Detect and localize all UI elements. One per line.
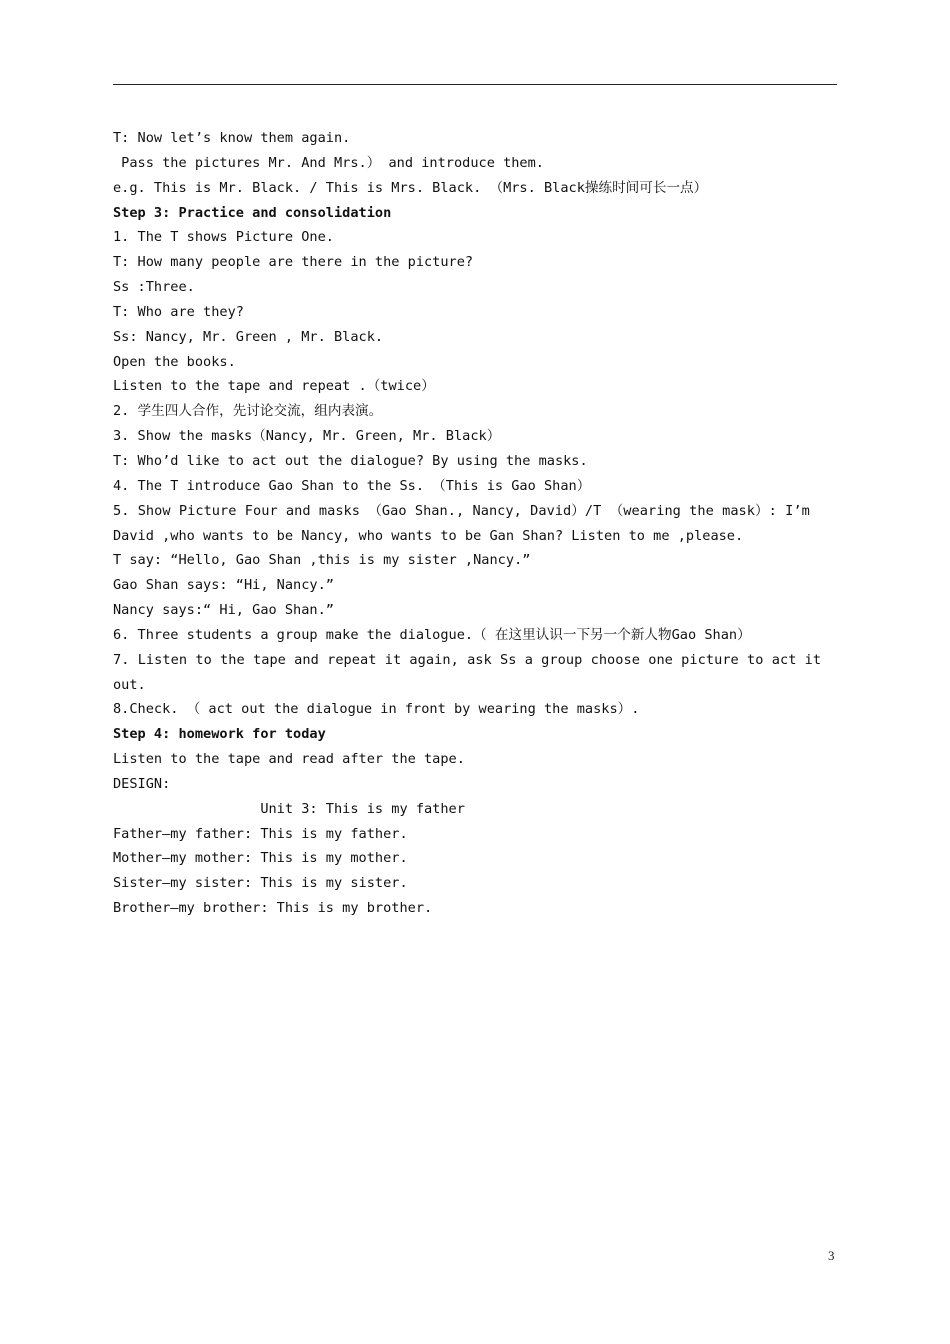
text-line: Nancy says:“ Hi, Gao Shan.” bbox=[113, 602, 334, 619]
text-line: T: Who are they? bbox=[113, 303, 244, 320]
text-line: Brother—my brother: This is my brother. bbox=[113, 900, 433, 917]
text-line: David ,who wants to be Nancy, who wants to be Gan Shan? Listen to me ,please. bbox=[113, 527, 744, 544]
text-line: DESIGN: bbox=[113, 775, 171, 792]
document-body bbox=[113, 126, 839, 921]
text-line: 5. Show Picture Four and masks （Gao Shan., Nancy, David）/T （wearing the mask）: I’m bbox=[113, 502, 810, 519]
text-line: Ss :Three. bbox=[113, 279, 195, 296]
text-line: Ss: Nancy, Mr. Green , Mr. Black. bbox=[113, 328, 384, 345]
text-line: T: Who’d like to act out the dialogue? By using the masks. bbox=[113, 452, 588, 469]
text-line: 4. The T introduce Gao Shan to the Ss. （This is Gao Shan） bbox=[113, 477, 591, 494]
section-heading: Step 4: homework for today bbox=[113, 726, 326, 743]
text-line: T: Now let’s know them again. bbox=[113, 130, 351, 146]
text-line: 3. Show the masks（Nancy, Mr. Green, Mr. Black） bbox=[113, 428, 501, 445]
text-line: 2. 学生四人合作，先讨论交流，组内表演。 bbox=[113, 403, 383, 420]
text-line: Open the books. bbox=[113, 353, 236, 370]
text-line: Listen to the tape and read after the tape. bbox=[113, 751, 465, 768]
text-line: e.g. This is Mr. Black. / This is Mrs. Black. （Mrs. Black操练时间可长一点） bbox=[113, 179, 708, 196]
text-line: 6. Three students a group make the dialogue.（ 在这里认识一下另一个新人物Gao Shan） bbox=[113, 626, 751, 643]
section-heading: Step 3: Practice and consolidation bbox=[113, 204, 392, 221]
header-rule bbox=[113, 84, 837, 85]
text-line: out. bbox=[113, 676, 146, 693]
text-line: Pass the pictures Mr. And Mrs.） and introduce them. bbox=[113, 154, 544, 171]
text-line: 8.Check. （ act out the dialogue in front by wearing the masks）. bbox=[113, 701, 640, 718]
text-line: Mother—my mother: This is my mother. bbox=[113, 850, 408, 867]
text-line: 7. Listen to the tape and repeat it again, ask Ss a group choose one picture to act it bbox=[113, 651, 822, 668]
text-line: T: How many people are there in the picture? bbox=[113, 254, 474, 271]
text-line: T say: “Hello, Gao Shan ,this is my sister ,Nancy.” bbox=[113, 552, 531, 569]
text-line: Sister—my sister: This is my sister. bbox=[113, 875, 408, 892]
text-line: Gao Shan says: “Hi, Nancy.” bbox=[113, 577, 334, 594]
text-line: Listen to the tape and repeat .（twice） bbox=[113, 378, 435, 395]
design-title: Unit 3: This is my father bbox=[113, 800, 465, 817]
page-number: 3 bbox=[828, 1248, 835, 1263]
text-line: 1. The T shows Picture One. bbox=[113, 229, 334, 246]
text-line: Father—my father: This is my father. bbox=[113, 825, 408, 842]
